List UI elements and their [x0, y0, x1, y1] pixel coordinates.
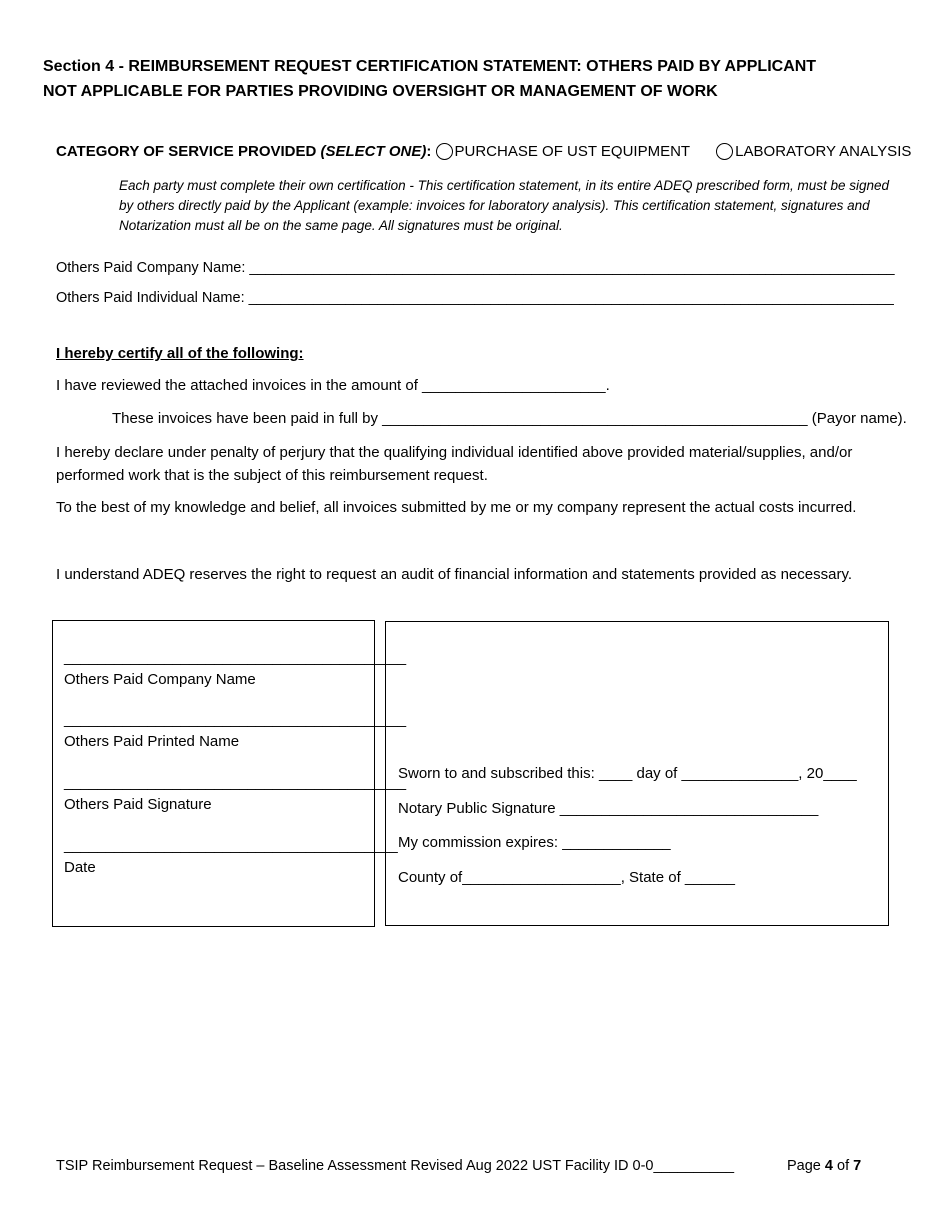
instructions-text: Each party must complete their own certification - This certification statement, in its entire ADEQ prescribed form, must be signed by others directly paid by the Applicant (example: invoices for laboratory analysis). This certification statement, signatures and Notarization must all be on the same page. All signatures must be original.	[119, 178, 890, 233]
printed-name-caption: Others Paid Printed Name	[64, 733, 240, 750]
others-paid-company-name-field[interactable]: Others Paid Company Name: ________________________________________________________________________________	[56, 260, 895, 276]
signature-box	[52, 620, 407, 927]
others-paid-individual-name-field[interactable]: Others Paid Individual Name: ________________________________________________________________________________	[56, 290, 894, 306]
commission-expires-field[interactable]: My commission expires: _____________	[398, 834, 671, 851]
category-row	[56, 143, 911, 160]
sworn-subscribed-field[interactable]: Sworn to and subscribed this: ____ day of ______________, 20____	[398, 765, 857, 782]
category-select-one: (SELECT ONE)	[320, 143, 427, 160]
notary-signature-field[interactable]: Notary Public Signature _______________________________	[398, 800, 819, 817]
signature-caption: Others Paid Signature	[64, 796, 212, 813]
best-knowledge-statement: To the best of my knowledge and belief, all invoices submitted by me or my company represent the actual costs incurred.	[56, 499, 857, 516]
radio-laboratory-analysis[interactable]	[716, 143, 733, 160]
paid-in-full-field[interactable]: These invoices have been paid in full by ___________________________________________________ (Payor name).	[112, 410, 907, 427]
date-caption: Date	[64, 859, 96, 876]
option-purchase-label: PURCHASE OF UST EQUIPMENT	[454, 143, 690, 160]
page-prefix: Page	[787, 1158, 825, 1174]
page-total: 7	[853, 1158, 862, 1174]
printed-name-signature-line[interactable]: _________________________________________	[64, 711, 407, 728]
section-title-line2: NOT APPLICABLE FOR PARTIES PROVIDING OVERSIGHT OR MANAGEMENT OF WORK	[43, 83, 718, 100]
option-laboratory-label: LABORATORY ANALYSIS	[735, 143, 912, 160]
page-current: 4	[824, 1158, 833, 1174]
perjury-declaration: I hereby declare under penalty of perjury that the qualifying individual identified above provided material/supplies, and/or performed work that is the subject of this reimbursement request.	[56, 444, 853, 484]
page-number	[787, 1158, 861, 1174]
category-colon: :	[426, 143, 432, 160]
certify-heading: I hereby certify all of the following:	[56, 345, 304, 362]
notary-box	[385, 621, 889, 926]
section-title-line1: Section 4 - REIMBURSEMENT REQUEST CERTIFICATION STATEMENT: OTHERS PAID BY APPLICANT	[43, 58, 817, 75]
audit-statement: I understand ADEQ reserves the right to request an audit of financial information and statements provided as necessary.	[56, 566, 852, 583]
county-state-field[interactable]: County of___________________, State of ______	[398, 869, 735, 886]
category-label: CATEGORY OF SERVICE PROVIDED	[56, 143, 321, 160]
company-name-caption: Others Paid Company Name	[64, 671, 256, 688]
invoices-amount-field[interactable]: I have reviewed the attached invoices in the amount of ______________________.	[56, 377, 610, 394]
company-name-signature-line[interactable]: _________________________________________	[64, 649, 407, 666]
date-signature-line[interactable]: ________________________________________	[64, 837, 398, 854]
page-of: of	[832, 1158, 854, 1174]
signature-line[interactable]: _________________________________________	[64, 774, 407, 791]
radio-purchase-ust-equipment[interactable]	[436, 143, 453, 160]
footer-text: TSIP Reimbursement Request – Baseline Assessment Revised Aug 2022 UST Facility ID 0-0__________	[56, 1158, 735, 1174]
